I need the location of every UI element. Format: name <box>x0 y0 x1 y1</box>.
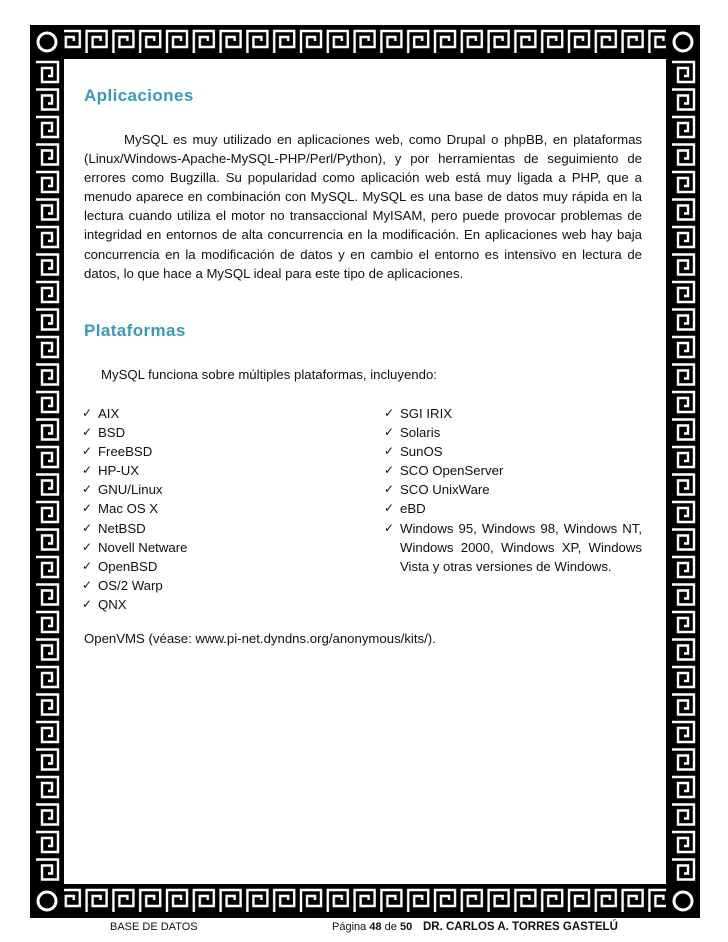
platform-name: NetBSD <box>98 520 146 536</box>
checkmark-icon: ✓ <box>82 425 93 440</box>
platform-list-item <box>384 442 642 461</box>
platform-name: OS/2 Warp <box>98 577 163 593</box>
platform-list-item <box>384 480 642 499</box>
platform-name: QNX <box>98 596 127 612</box>
platform-list-item <box>384 423 642 442</box>
checkmark-icon: ✓ <box>82 482 93 497</box>
platform-list-item <box>82 404 352 423</box>
platform-list-item <box>82 576 352 595</box>
platform-list-right <box>384 404 642 576</box>
platform-name: Solaris <box>400 425 441 441</box>
checkmark-icon: ✓ <box>82 406 93 420</box>
platform-list-left <box>82 404 352 614</box>
platform-list-item <box>384 404 642 423</box>
platform-list-item <box>82 442 352 461</box>
platform-name: SCO UnixWare <box>400 482 490 498</box>
footer-page-number <box>332 921 412 933</box>
page-prefix: Página <box>332 921 367 933</box>
checkmark-icon: ✓ <box>82 520 93 535</box>
heading-aplicaciones: Aplicaciones <box>84 86 194 105</box>
total-pages: 50 <box>399 921 413 933</box>
checkmark-icon: ✓ <box>384 463 395 478</box>
decorative-border-top <box>30 25 700 59</box>
checkmark-icon: ✓ <box>384 444 395 459</box>
platform-list-item <box>82 595 352 614</box>
checkmark-icon: ✓ <box>384 425 395 440</box>
platform-name: Novell Netware <box>98 539 188 555</box>
platform-name: SCO OpenServer <box>400 463 504 479</box>
decorative-border-left <box>30 59 64 884</box>
decorative-border-right <box>666 59 700 884</box>
plataformas-intro: MySQL funciona sobre múltiples plataformas, incluyendo: <box>101 367 437 382</box>
current-page: 48 <box>369 921 382 933</box>
platform-name: OpenBSD <box>98 558 158 574</box>
checkmark-icon: ✓ <box>82 577 93 592</box>
platform-list-item <box>82 480 352 499</box>
platform-list-item <box>384 519 642 576</box>
platform-name: GNU/Linux <box>98 482 163 498</box>
openvms-note: OpenVMS (véase: www.pi-net.dyndns.org/anonymous/kits/). <box>84 631 436 646</box>
footer-author: DR. CARLOS A. TORRES GASTELÚ <box>423 921 618 933</box>
checkmark-icon: ✓ <box>82 539 93 554</box>
checkmark-icon: ✓ <box>82 501 93 516</box>
platform-list-item <box>82 557 352 576</box>
platform-name: SGI IRIX <box>400 406 453 421</box>
platform-list-item <box>82 423 352 442</box>
platform-list-item <box>384 461 642 480</box>
page-of: de <box>384 921 397 933</box>
checkmark-icon: ✓ <box>82 463 93 478</box>
decorative-border-bottom <box>30 884 700 918</box>
checkmark-icon: ✓ <box>384 406 395 420</box>
platform-name: Windows 95, Windows 98, Windows NT, Windows 2000, Windows XP, Windows Vista y otras versiones de Windows. <box>400 520 642 574</box>
checkmark-icon: ✓ <box>384 482 395 497</box>
platform-name: HP-UX <box>98 463 140 479</box>
checkmark-icon: ✓ <box>384 520 395 535</box>
platform-list-item <box>384 499 642 518</box>
platform-name: BSD <box>98 425 126 441</box>
platform-list-item <box>82 499 352 518</box>
heading-plataformas: Plataformas <box>84 321 186 340</box>
platform-name: Mac OS X <box>98 501 159 517</box>
platform-list-item <box>82 461 352 480</box>
platform-list-item <box>82 538 352 557</box>
checkmark-icon: ✓ <box>82 558 93 573</box>
checkmark-icon: ✓ <box>384 501 395 516</box>
platform-name: eBD <box>400 501 426 517</box>
platform-name: SunOS <box>400 444 443 460</box>
platform-name: AIX <box>98 406 120 421</box>
aplicaciones-paragraph: MySQL es muy utilizado en aplicaciones web, como Drupal o phpBB, en plataformas (Linux/Windows-Apache-MySQL-PHP/Perl/Python), y por herramientas de seguimiento de errores como Bugzilla. Su popularidad como aplicación web está muy ligada a PHP, que a menudo aparece en combinación con MySQL. MySQL es una base de datos muy rápida en la lectura cuando utiliza el motor no transaccional MyISAM, pero puede provocar problemas de integridad en entornos de alta concurrencia en la modificación. En aplicaciones web hay baja concurrencia en la modificación de datos y en cambio el entorno es intensivo en lectura de datos, lo que hace a MySQL ideal para este tipo de aplicaciones. <box>84 132 642 281</box>
platform-list-item <box>82 519 352 538</box>
platform-name: FreeBSD <box>98 444 153 460</box>
footer-subject: BASE DE DATOS <box>110 921 198 933</box>
checkmark-icon: ✓ <box>82 444 93 459</box>
checkmark-icon: ✓ <box>82 596 93 611</box>
